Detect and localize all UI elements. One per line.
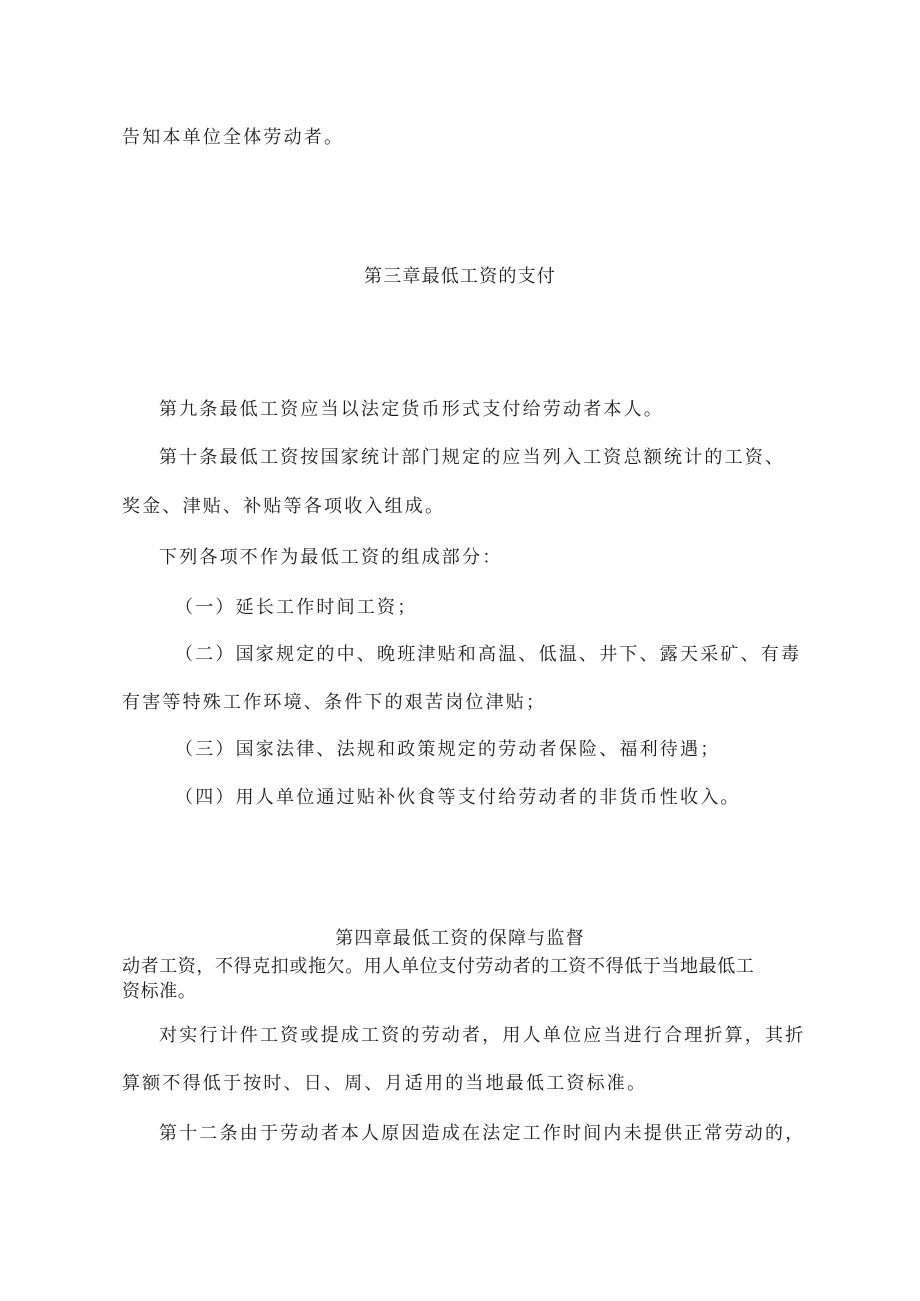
chapter-heading-3: 第三章最低工资的支付 <box>364 266 556 287</box>
article-10-line-2: 奖金、津贴、补贴等各项收入组成。 <box>122 496 446 517</box>
exclusion-item-1: （一）延长工作时间工资； <box>175 597 418 618</box>
exclusion-item-2-line-1: （二）国家规定的中、晚班津贴和高温、低温、井下、露天采矿、有毒 <box>175 644 802 665</box>
article-11-line-2: 资标准。 <box>122 981 197 1002</box>
exclusion-item-2-line-2: 有害等特殊工作环境、条件下的艰苦岗位津贴； <box>122 692 547 713</box>
exclusions-intro-line: 下列各项不作为最低工资的组成部分： <box>159 547 503 568</box>
piecework-line-2: 算额不得低于按时、日、周、月适用的当地最低工资标准。 <box>122 1073 648 1094</box>
article-11-line-1: 动者工资，不得克扣或拖欠。用人单位支付劳动者的工资不得低于当地最低工 <box>122 956 755 977</box>
exclusion-item-4: （四）用人单位通过贴补伙食等支付给劳动者的非货币性收入。 <box>175 787 741 808</box>
article-9-line: 第九条最低工资应当以法定货币形式支付给劳动者本人。 <box>159 399 664 420</box>
article-10-line-1: 第十条最低工资按国家统计部门规定的应当列入工资总额统计的工资、 <box>159 447 786 468</box>
chapter-heading-4: 第四章最低工资的保障与监督 <box>335 928 585 949</box>
paragraph-line: 告知本单位全体劳动者。 <box>122 127 345 148</box>
article-12-line-1: 第十二条由于劳动者本人原因造成在法定工作时间内未提供正常劳动的， <box>159 1123 806 1144</box>
piecework-line-1: 对实行计件工资或提成工资的劳动者，用人单位应当进行合理折算，其折 <box>159 1025 806 1046</box>
exclusion-item-3: （三）国家法律、法规和政策规定的劳动者保险、福利待遇； <box>175 739 721 760</box>
